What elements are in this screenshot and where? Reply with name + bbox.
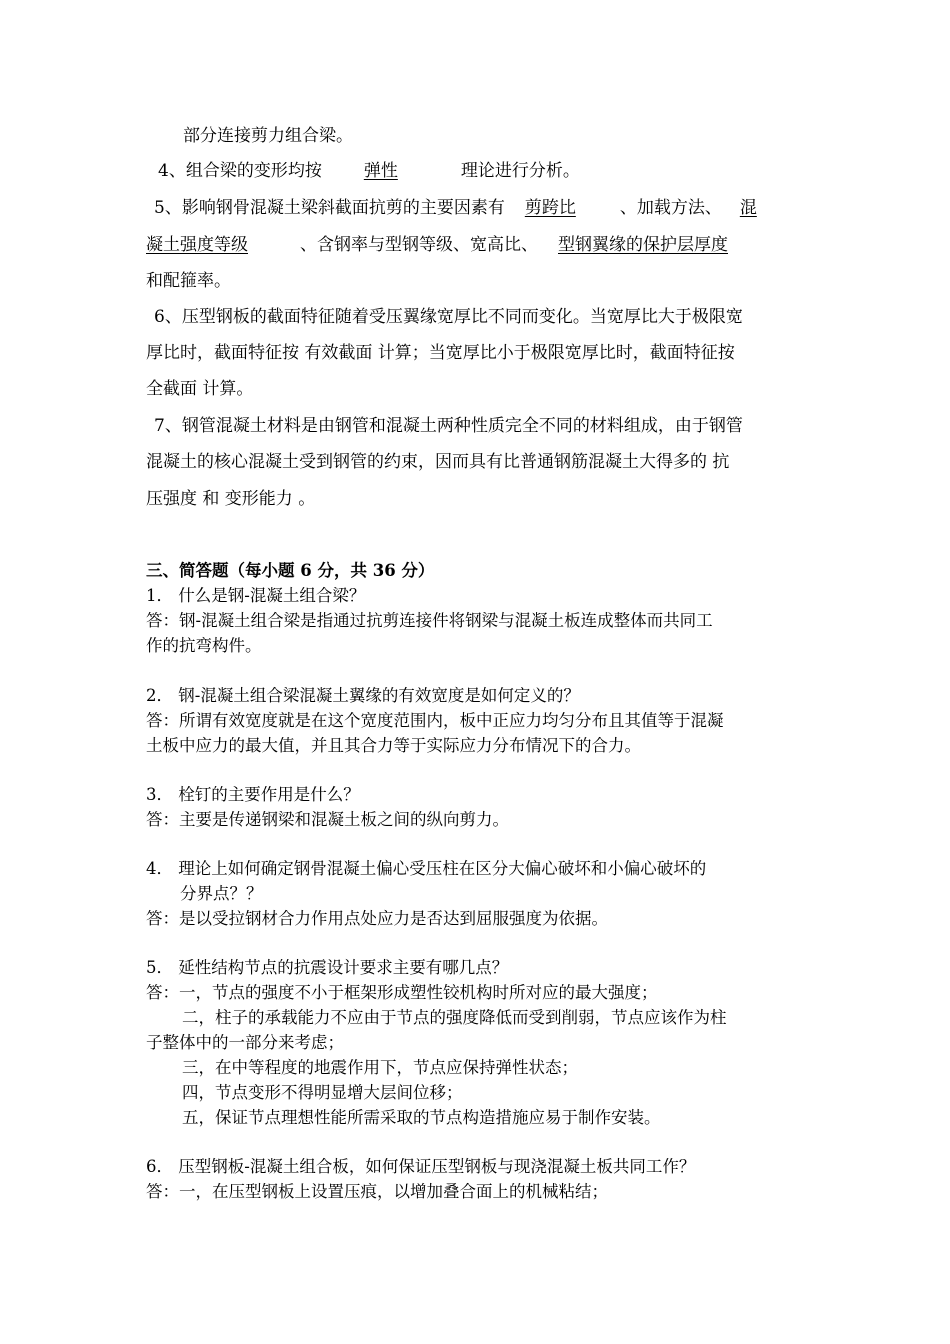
s3-q6-answer-line1: 答：一，在压型钢板上设置压痕，以增加叠合面上的机械粘结； (146, 1182, 608, 1201)
fill-in-q6-line1: 6、压型钢板的截面特征随着受压翼缘宽厚比不同而变化。当宽厚比大于极限宽 (154, 307, 743, 327)
s3-q1-answer-line1: 答：钢-混凝土组合梁是指通过抗剪连接件将钢梁与混凝土板连成整体而共同工 (146, 611, 713, 630)
s3-q5-answer-line5: 四，节点变形不得明显增大层间位移； (182, 1083, 463, 1102)
s3-q2-answer-line1: 答：所谓有效宽度就是在这个宽度范围内，板中正应力均匀分布且其值等于混凝 (146, 711, 724, 730)
s3-q4-question-line1: 4． 理论上如何确定钢骨混凝土偏心受压柱在区分大偏心破坏和小偏心破坏的 (146, 859, 707, 878)
q4-suffix: 理论进行分析。 (460, 161, 580, 181)
fill-in-q4 (158, 160, 580, 182)
s3-q2-answer-line2: 土板中应力的最大值，并且其合力等于实际应力分布情况下的合力。 (146, 736, 641, 755)
fill-in-q5-line3: 和配箍率。 (146, 271, 231, 291)
s3-q5-answer-line6: 五，保证节点理想性能所需采取的节点构造措施应易于制作安装。 (182, 1108, 661, 1127)
s3-q5-answer-line2: 二，柱子的承载能力不应由于节点的强度降低而受到削弱，节点应该作为柱 (182, 1008, 727, 1027)
q3-continuation: 部分连接剪力组合梁。 (183, 126, 353, 146)
q5-prefix: 5、影响钢骨混凝土梁斜截面抗剪的主要因素有 (154, 198, 505, 218)
q4-answer: 弹性 (363, 161, 398, 181)
q5-mid1: 、加载方法、 (619, 198, 722, 218)
fill-in-q6-line2: 厚比时，截面特征按 有效截面 计算；当宽厚比小于极限宽厚比时，截面特征按 (146, 343, 735, 363)
fill-in-q5-line2 (146, 234, 758, 256)
section3-heading: 三、简答题（每小题 6 分，共 36 分） (146, 561, 435, 580)
s3-q5-question: 5． 延性结构节点的抗震设计要求主要有哪几点？ (146, 958, 509, 977)
q4-prefix: 4、组合梁的变形均按 (158, 161, 322, 181)
s3-q2-question: 2． 钢-混凝土组合梁混凝土翼缘的有效宽度是如何定义的？ (146, 686, 580, 705)
s3-q4-answer-line1: 答：是以受拉钢材合力作用点处应力是否达到屈服强度为依据。 (146, 909, 608, 928)
fill-in-q7-line2: 混凝土的核心混凝土受到钢管的约束，因而具有比普通钢筋混凝土大得多的 抗 (146, 452, 730, 472)
s3-q4-question-line2: 分界点？？ (180, 884, 263, 903)
q5-answer3: 型钢翼缘的保护层厚度 (558, 235, 728, 255)
fill-in-q7-line1: 7、钢管混凝土材料是由钢管和混凝土两种性质完全不同的材料组成，由于钢管 (154, 416, 743, 436)
s3-q5-answer-line4: 三，在中等程度的地震作用下，节点应保持弹性状态； (182, 1058, 578, 1077)
q5-mid2: 、含钢率与型钢等级、宽高比、 (300, 235, 538, 255)
s3-q1-answer-line2: 作的抗弯构件。 (146, 636, 262, 655)
q5-answer2-part1: 混 (739, 198, 757, 218)
q5-answer3-blank (538, 235, 758, 255)
q5-answer1: 剪跨比 (524, 198, 576, 218)
q5-answer1-blank (505, 198, 620, 218)
fill-in-q5-line1 (154, 197, 757, 219)
q5-answer2-part2: 凝土强度等级 (146, 235, 248, 255)
fill-in-q7-line3: 压强度 和 变形能力 。 (146, 489, 316, 509)
s3-q5-answer-line3: 子整体中的一部分来考虑； (146, 1033, 344, 1052)
s3-q5-answer-line1: 答：一，节点的强度不小于框架形成塑性铰机构时所对应的最大强度； (146, 983, 658, 1002)
fill-in-q6-line3: 全截面 计算。 (146, 379, 254, 399)
q4-answer-blank (322, 161, 461, 181)
s3-q1-question: 1． 什么是钢-混凝土组合梁？ (146, 586, 366, 605)
s3-q3-question: 3． 栓钉的主要作用是什么？ (146, 785, 360, 804)
s3-q6-question: 6． 压型钢板-混凝土组合板，如何保证压型钢板与现浇混凝土板共同工作？ (146, 1157, 696, 1176)
s3-q3-answer-line1: 答：主要是传递钢梁和混凝土板之间的纵向剪力。 (146, 810, 509, 829)
q5-answer2-part2-blank (146, 235, 300, 255)
q5-answer2-part1-blank (722, 198, 757, 218)
